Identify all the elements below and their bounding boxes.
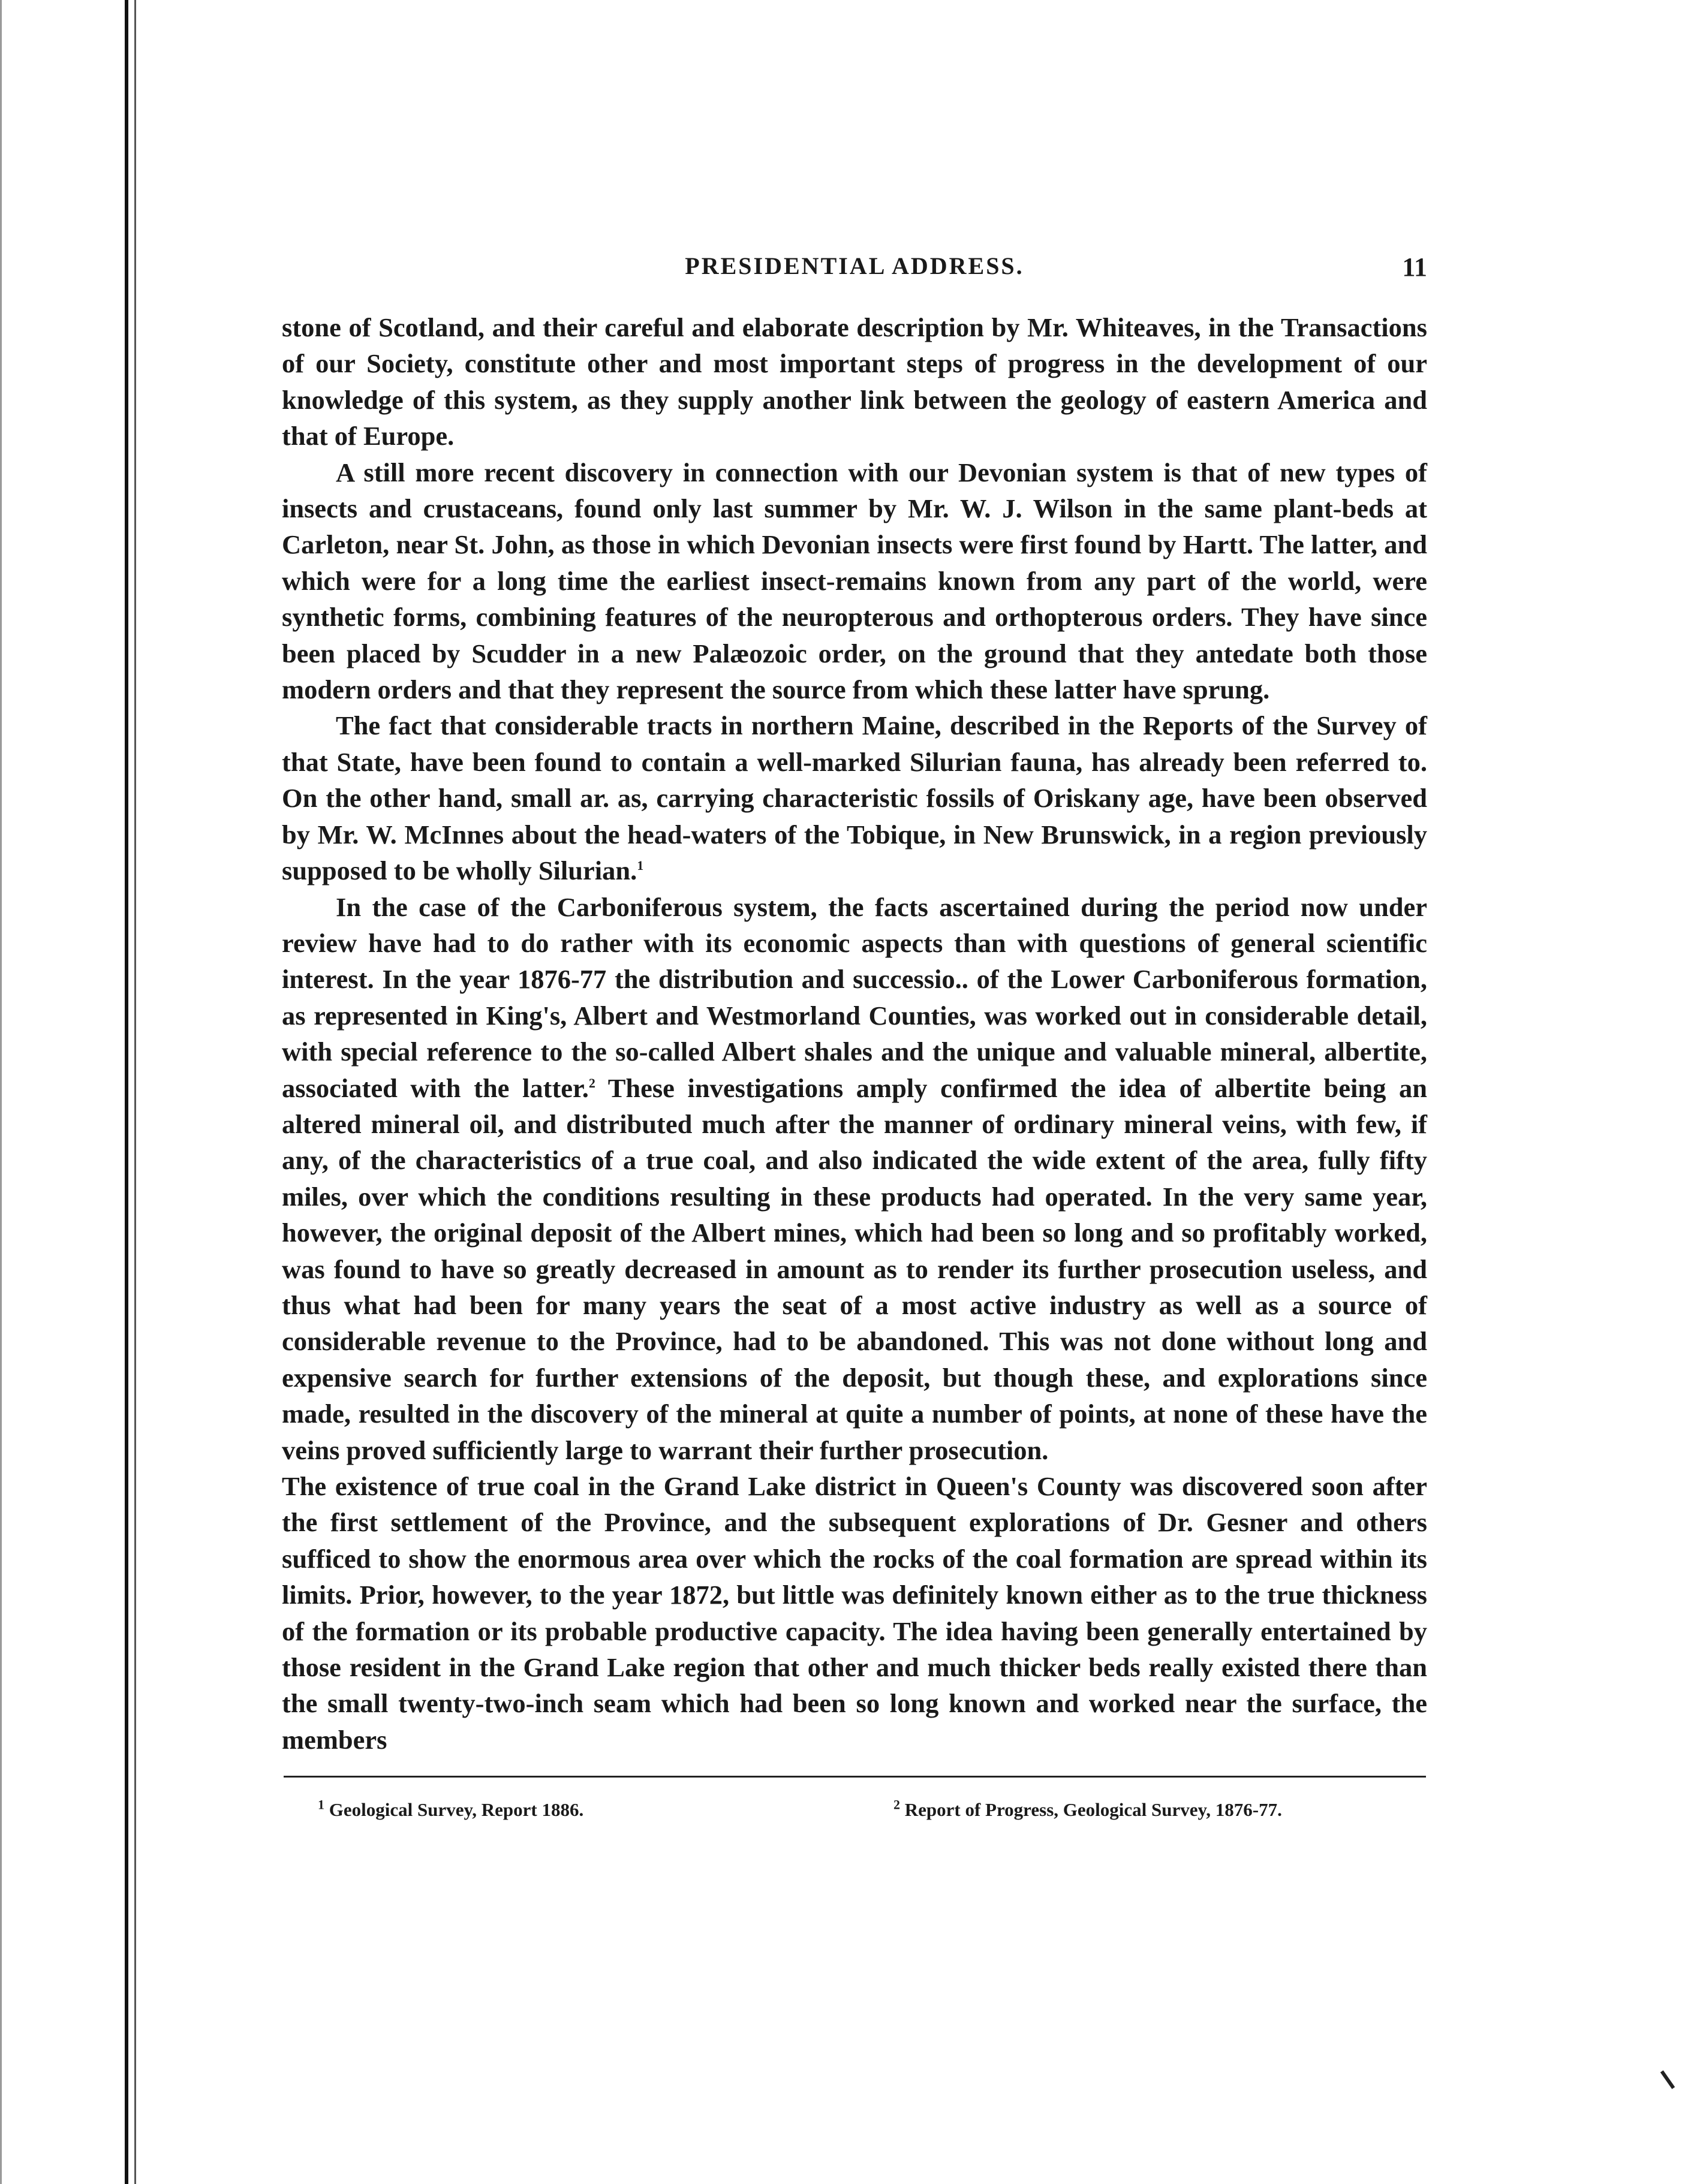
body-text: [282, 309, 1427, 1758]
footnotes: [282, 1799, 1427, 1835]
scan-edge-line: [125, 0, 128, 2184]
scan-artifact-mark: [1660, 2070, 1675, 2089]
footnote-ref: 1: [637, 858, 644, 873]
paragraph-text: These investigations amply confirmed the idea of albertite being an altered mineral oil, and distributed much after the manner of ordinary mineral veins, with few, if any, of the characteristics of a true coal, and also indicated the wide extent of the area, fully fifty miles, over which the conditions resulting in these products had operated. In the very same year, however, the original deposit of the Albert mines, which had been so long and so profitably worked, was found to have so greatly decreased in amount as to render its further prosecution useless, and thus what had been for many years the seat of a most active industry as well as a source of considerable revenue to the Province, had to be abandoned. This was not done without long and expensive search for further extensions of the deposit, but though these, and explorations since made, resulted in the discovery of the mineral at quite a number of points, at none of these have the veins proved sufficiently large to warrant their further prosecution.: [282, 1073, 1428, 1465]
running-title: PRESIDENTIAL ADDRESS.: [685, 252, 1024, 279]
footnote-text: Geological Survey, Report 1886.: [329, 1799, 584, 1821]
footnote-mark: 2: [893, 1797, 900, 1812]
footnote-ref: 2: [588, 1075, 595, 1091]
paragraph: A still more recent discovery in connection with our Devonian system is that of new types of insects and crustaceans, found only last summer by Mr. W. J. Wilson in the same plant-beds at Carleton, near St. John, as those in which Devonian insects were first found by Hartt. The latter, and which were for a long time the earliest insect-remains known from any part of the world, were synthetic forms, combining features of the neuropterous and orthopterous orders. They have since been placed by Scudder in a new Palæozoic order, on the ground that they antedate both those modern orders and that they represent the source from which these latter have sprung.: [282, 457, 1427, 705]
paragraph: [282, 707, 1427, 888]
running-head: [282, 252, 1427, 294]
footnote-mark: 1: [318, 1797, 324, 1812]
footnote-2: [893, 1799, 1282, 1821]
paragraph: The existence of true coal in the Grand Lake district in Queen's County was discovered soon after the first settlement of the Province, and the subsequent explorations of Dr. Gesner and others sufficed to show the enormous area over which the rocks of the coal formation are spread within its limits. Prior, however, to the year 1872, but little was definitely known either as to the true thickness of the formation or its probable productive capacity. The idea having been generally entertained by those resident in the Grand Lake region that other and much thicker beds really existed there than the small twenty-two-inch seam which had been so long known and worked near the surface, the members: [282, 1471, 1427, 1755]
page-content: [282, 252, 1427, 1835]
paragraph-text: In the case of the Carboniferous system, the facts ascertained during the period now under review have had to do rather with its economic aspects than with questions of general scientific interest. In the year 1876-77 the distribution and successio.. of the Lower Carboniferous formation, as represented in King's, Albert and Westmorland Counties, was worked out in considerable detail, with special reference to the so-called Albert shales and the unique and valuable mineral, albertite, associated with the latter.: [282, 891, 1427, 1103]
page-number: 11: [1402, 252, 1427, 282]
paragraph: [282, 889, 1427, 1469]
scan-edge-line: [0, 0, 2, 2184]
paragraph-text: The fact that considerable tracts in northern Maine, described in the Reports of the Survey of that State, have been found to contain a well-marked Silurian fauna, has already been referred to. On the other hand, small ar. as, carrying characteristic fossils of Oriskany age, have been observed by Mr. W. McInnes about the head-waters of the Tobique, in New Brunswick, in a region previously supposed to be wholly Silurian.: [282, 710, 1427, 886]
paragraph: stone of Scotland, and their careful and elaborate description by Mr. Whiteaves, in the Transactions of our Society, constitute other and most important steps of progress in the development of our knowledge of this system, as they supply another link between the geology of eastern America and that of Europe.: [282, 312, 1427, 451]
scan-edge-line: [134, 0, 136, 2184]
footnote-text: Report of Progress, Geological Survey, 1876-77.: [904, 1799, 1282, 1821]
footnote-rule: [284, 1776, 1426, 1778]
scan-binding-edge: [0, 0, 139, 2184]
footnote-1: [318, 1799, 583, 1821]
